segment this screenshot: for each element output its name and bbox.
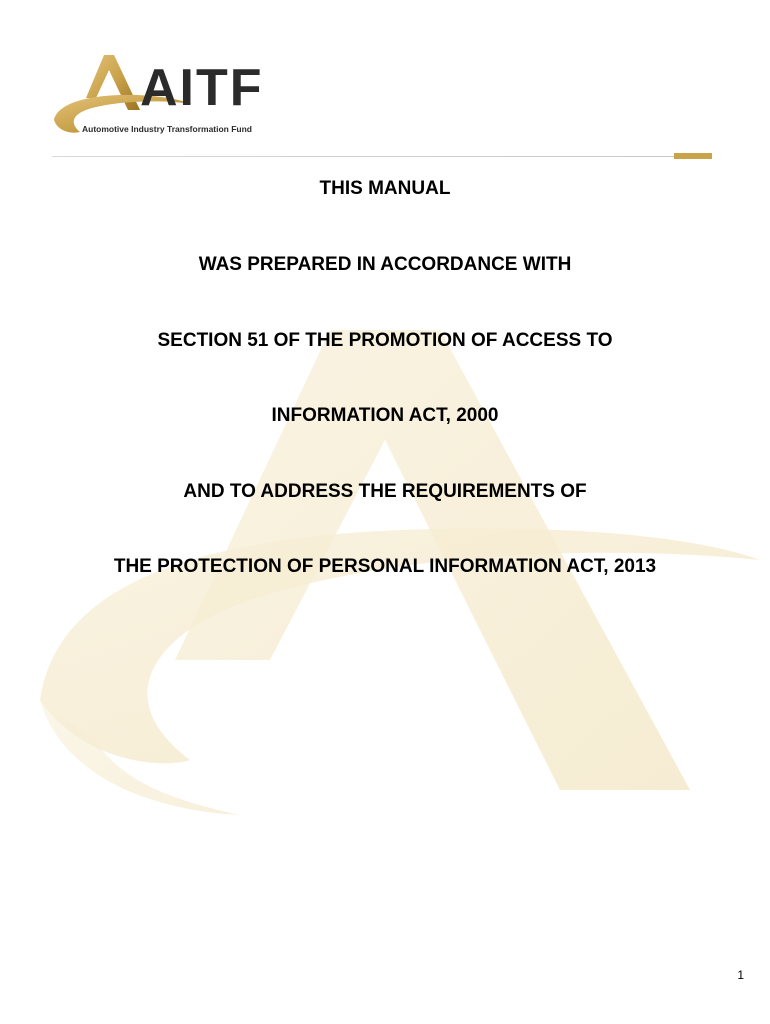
- title-line-1: THIS MANUAL: [319, 178, 451, 199]
- header-accent-bar: [674, 153, 712, 159]
- page-number: 1: [737, 968, 744, 982]
- title-line-3: SECTION 51 OF THE PROMOTION OF ACCESS TO: [157, 330, 613, 351]
- logo-wordmark: AITF: [140, 59, 264, 117]
- title-line-4: INFORMATION ACT, 2000: [271, 405, 499, 426]
- title-line-2: WAS PREPARED IN ACCORDANCE WITH: [198, 254, 572, 275]
- title-line-6: THE PROTECTION OF PERSONAL INFORMATION ACT, 2013: [113, 556, 657, 577]
- title-line-5: AND TO ADDRESS THE REQUIREMENTS OF: [183, 481, 587, 502]
- logo-tagline: Automotive Industry Transformation Fund: [82, 124, 253, 134]
- header-divider: [52, 156, 674, 157]
